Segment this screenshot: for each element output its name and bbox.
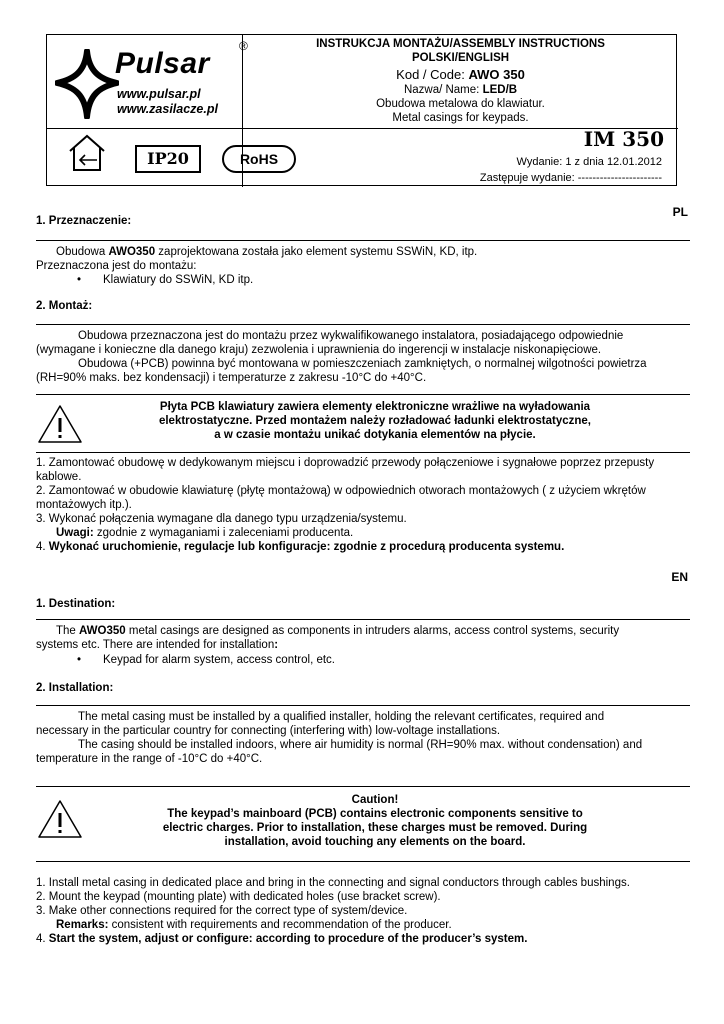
pl-step1-line1: 1. Zamontować obudowę w dedykowanym miejscu i doprowadzić przewody połączeniowe i sygnałowe poprzez przepusty	[36, 457, 655, 469]
bullet-icon: •	[77, 274, 82, 286]
pl-step2-line1: 2. Zamontować w obudowie klawiaturę (płytę montażową) w odpowiednich otworach montażowych ( z użyciem wkrętów	[36, 485, 646, 497]
text-run: :	[274, 639, 279, 651]
divider	[36, 324, 690, 325]
pl-step2-line2: montażowych itp.).	[36, 499, 132, 511]
description-pl: Obudowa metalowa do klawiatur.	[376, 98, 545, 110]
en-step4	[36, 932, 696, 946]
en-s2-line3: The casing should be installed indoors, where air humidity is normal (RH=90% max. without condensation) and	[78, 739, 643, 751]
note-text: zgodnie z wymaganiami i zaleceniami producenta.	[93, 527, 354, 539]
product-ref: AWO350	[79, 625, 126, 637]
list-item-text: Klawiatury do SSWiN, KD itp.	[103, 274, 254, 286]
text-run: Obudowa	[56, 246, 109, 258]
text-run: The	[56, 625, 80, 637]
en-s2-line2: necessary in the particular country for connecting (interfering with) low-voltage installations.	[36, 725, 501, 737]
ip20-badge: IP20	[135, 145, 201, 173]
code-value: AWO 350	[468, 67, 525, 82]
en-section1-title: 1. Destination:	[36, 598, 116, 610]
pl-s2-line2: (wymagane i konieczne dla danego kraju) zezwolenia i uprawnienia do ingerencji w instalacje niskonapięciowe.	[36, 344, 602, 356]
description-en: Metal casings for keypads.	[392, 112, 529, 124]
rohs-badge: RoHS	[222, 145, 296, 173]
step-text: Start the system, adjust or configure: according to procedure of the producer’s system.	[48, 933, 528, 945]
note-text: consistent with requirements and recommendation of the producer.	[108, 919, 452, 931]
en-warning-line2: electric charges. Prior to installation, these charges must be removed. During	[162, 822, 588, 834]
divider	[36, 394, 690, 395]
divider	[36, 240, 690, 241]
warning-icon	[36, 798, 84, 840]
pl-step3: 3. Wykonać połączenia wymagane dla danego typu urządzenia/systemu.	[36, 513, 407, 525]
step-number: 4.	[36, 541, 49, 553]
pl-warning-line3: a w czasie montażu unikać dotykania elementów na płycie.	[214, 429, 536, 441]
divider	[36, 619, 690, 620]
pl-warning-line2: elektrostatyczne. Przed montażem należy rozładować ładunki elektrostatyczne,	[158, 415, 592, 427]
pl-section1-title: 1. Przeznaczenie:	[36, 215, 132, 227]
lang-marker-en: EN	[671, 570, 688, 584]
list-item	[77, 654, 336, 666]
edition-info: Wydanie: 1 z dnia 12.01.2012	[516, 156, 662, 168]
divider	[36, 705, 690, 706]
pl-s1-line2: Przeznaczona jest do montażu:	[36, 260, 197, 272]
header-title-line1: INSTRUKCJA MONTAŻU/ASSEMBLY INSTRUCTIONS	[316, 38, 605, 50]
product-ref: AWO350	[108, 246, 156, 258]
en-section2-title: 2. Installation:	[36, 682, 114, 694]
divider	[36, 786, 690, 787]
product-code	[243, 67, 678, 82]
url-zasilacze: www.zasilacze.pl	[117, 102, 218, 116]
en-s2-line1: The metal casing must be installed by a qualified installer, holding the relevant certificates, required and	[78, 711, 605, 723]
pl-s2-line1: Obudowa przeznaczona jest do montażu przez wykwalifikowanego instalatora, posiadającego odpowiednie	[78, 330, 624, 342]
list-item	[77, 274, 254, 286]
text-run: metal casings are designed as components in intruders alarms, access control systems, security	[125, 625, 620, 637]
en-warning-line1: The keypad’s mainboard (PCB) contains electronic components sensitive to	[167, 808, 583, 820]
en-note	[36, 918, 716, 932]
en-step3: 3. Make other connections required for the correct type of system/device.	[36, 905, 408, 917]
note-label: Remarks:	[56, 919, 109, 931]
divider	[36, 861, 690, 862]
divider	[36, 452, 690, 453]
indoor-use-icon	[67, 133, 107, 173]
note-label: Uwagi:	[56, 527, 94, 539]
replaces-info: Zastępuje wydanie: -----------------------	[479, 172, 662, 184]
step-number: 4.	[36, 933, 49, 945]
en-s1-paragraph	[36, 624, 716, 638]
en-warning-caution: Caution!	[351, 794, 399, 806]
pl-step1-line2: kablowe.	[36, 471, 82, 483]
lang-marker-pl: PL	[672, 205, 688, 219]
registered-mark: ®	[239, 39, 248, 53]
header-title-line2: POLSKI/ENGLISH	[411, 52, 510, 64]
url-pulsar: www.pulsar.pl	[117, 87, 201, 101]
document-id: IM 350	[583, 127, 664, 151]
warning-icon	[36, 403, 84, 445]
document-header	[46, 34, 677, 186]
pl-s2-line4: (RH=90% maks. bez kondensacji) i temperaturze z zakresu -10°C do +40°C.	[36, 372, 427, 384]
pulsar-logo-icon	[55, 49, 119, 119]
pl-step4	[36, 540, 696, 554]
name-value: LED/B	[482, 84, 518, 96]
en-step1: 1. Install metal casing in dedicated place and bring in the connecting and signal conductors through cables bushings.	[36, 877, 630, 889]
pl-s2-line3: Obudowa (+PCB) powinna być montowana w pomieszczeniach zamkniętych, o normalnej wilgotności powietrza	[78, 358, 647, 370]
text-run: zaprojektowana została jako element systemu SSWiN, KD, itp.	[155, 246, 478, 258]
bullet-icon: •	[77, 654, 82, 666]
en-s1-line2	[36, 638, 696, 652]
product-name	[243, 84, 678, 96]
pl-warning-line1: Płyta PCB klawiatury zawiera elementy elektroniczne wrażliwe na wyładowania	[159, 401, 591, 413]
code-label: Kod / Code:	[396, 67, 465, 82]
logo-text: Pulsar	[115, 47, 210, 80]
en-step2: 2. Mount the keypad (mounting plate) with dedicated holes (use bracket screw).	[36, 891, 441, 903]
step-text: Wykonać uruchomienie, regulacje lub konfiguracje: zgodnie z procedurą producenta systemu.	[48, 541, 565, 553]
pl-s1-paragraph	[36, 245, 716, 259]
list-item-text: Keypad for alarm system, access control, etc.	[103, 654, 336, 666]
en-warning-line3: installation, avoid touching any elements on the board.	[224, 836, 526, 848]
name-label: Nazwa/ Name:	[403, 84, 480, 96]
pl-note	[36, 526, 716, 540]
text-run: systems etc. There are intended for installation	[36, 639, 275, 651]
pl-section2-title: 2. Montaż:	[36, 300, 93, 312]
en-s2-line4: temperature in the range of -10°C do +40°C.	[36, 753, 263, 765]
